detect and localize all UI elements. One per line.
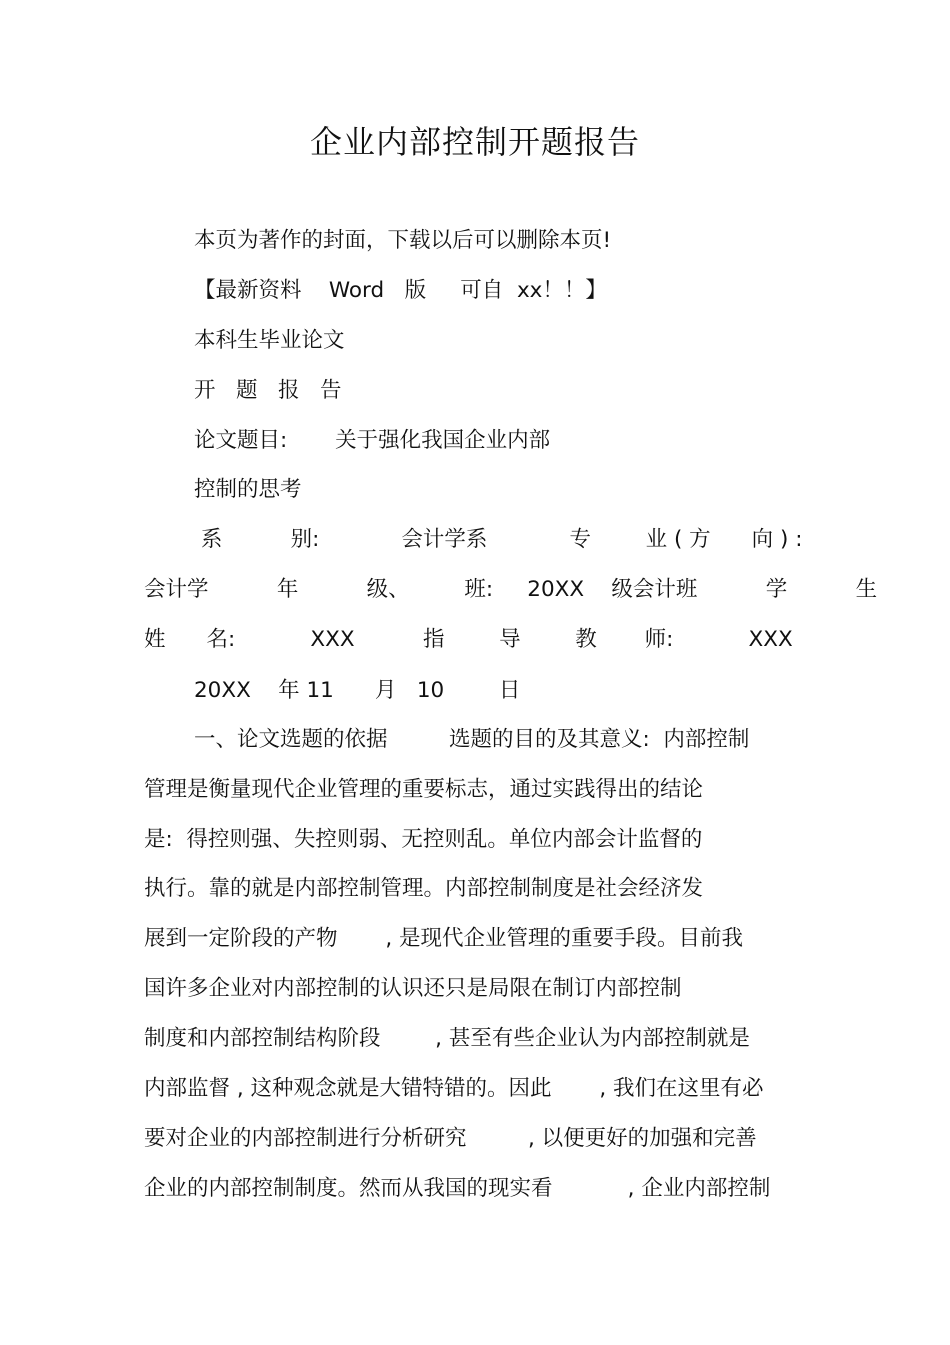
- body-line: 本页为著作的封面，下载以后可以删除本页!: [194, 228, 612, 253]
- body-line: 开 题 报 告: [194, 378, 342, 403]
- body-line: 管理是衡量现代企业管理的重要标志，通过实践得出的结论: [144, 777, 704, 802]
- body-line: 【最新资料 Word 版 可自 xx！！】: [194, 278, 607, 303]
- body-line: 展到一定阶段的产物 , 是现代企业管理的重要手段。目前我: [144, 926, 744, 951]
- body-line: 系 别: 会计学系 专 业 ( 方 向 ) :: [194, 527, 803, 552]
- body-line: 执行。靠的就是内部控制管理。内部控制制度是社会经济发: [144, 876, 704, 901]
- body-line: 本科生毕业论文: [194, 328, 345, 353]
- body-line: 内部监督 , 这种观念就是大错特错的。因此 , 我们在这里有必: [144, 1076, 764, 1101]
- document-title: 企业内部控制开题报告: [309, 123, 640, 161]
- body-line: 是: 得控则强、失控则弱、无控则乱。单位内部会计监督的: [144, 827, 703, 852]
- body-line: 会计学 年 级、 班: 20XX 级会计班 学 生: [144, 577, 878, 602]
- body-line: 国许多企业对内部控制的认识还只是局限在制订内部控制: [144, 976, 682, 1001]
- body-line: 姓 名: XXX 指 导 教 师: XXX: [144, 627, 793, 652]
- body-line: 一、论文选题的依据 选题的目的及其意义: 内部控制: [194, 727, 750, 752]
- body-line: 要对企业的内部控制进行分析研究 , 以便更好的加强和完善: [144, 1126, 757, 1151]
- body-line: 企业的内部控制制度。然而从我国的现实看 , 企业内部控制: [144, 1176, 771, 1201]
- date-line: 20XX 年 11 月 10 日: [194, 678, 521, 703]
- body-line: 制度和内部控制结构阶段 , 甚至有些企业认为内部控制就是: [144, 1026, 750, 1051]
- body-line: 论文题目: 关于强化我国企业内部: [194, 428, 551, 453]
- body-line: 控制的思考: [194, 477, 302, 502]
